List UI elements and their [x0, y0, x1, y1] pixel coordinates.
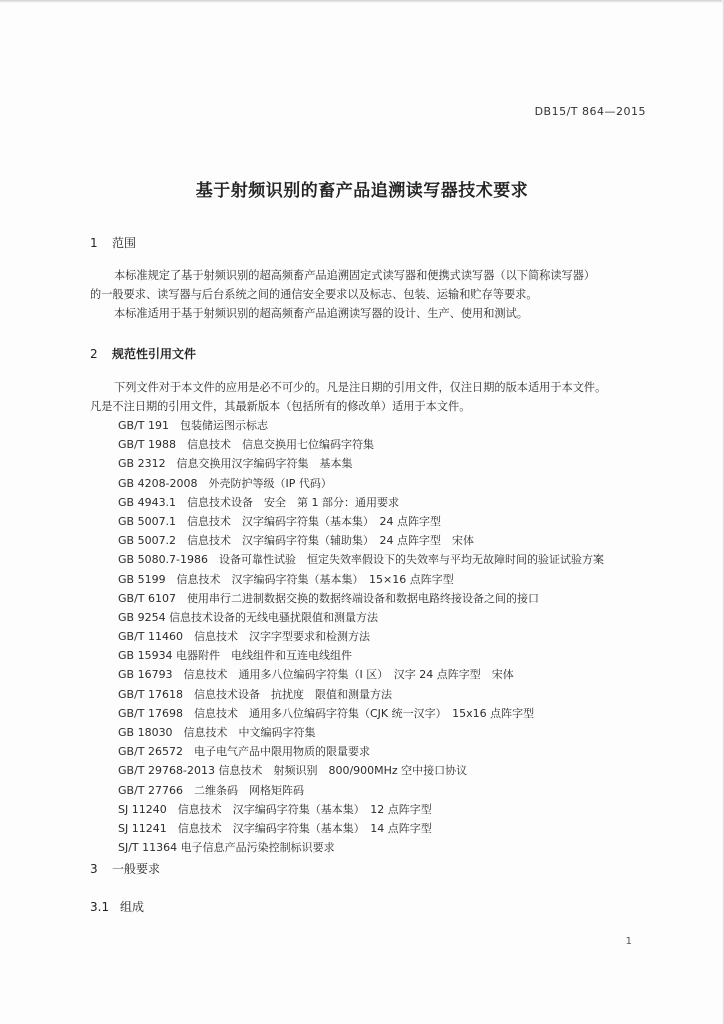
section-label: 规范性引用文件: [112, 347, 197, 361]
section-number: 3.1: [90, 900, 110, 914]
reference-item: GB 5007.1 信息技术 汉字编码字符集（基本集） 24 点阵字型: [118, 514, 442, 528]
reference-item: GB/T 6107 使用串行二进制数据交换的数据终端设备和数据电路终接设备之间的接口: [118, 591, 539, 605]
reference-item: SJ 11241 信息技术 汉字编码字符集（基本集） 14 点阵字型: [118, 821, 432, 835]
reference-item: GB/T 191 包装储运图示标志: [118, 419, 268, 432]
page-number: 1: [625, 936, 632, 947]
normative-intro-line-2: 凡是不注日期的引用文件，其最新版本（包括所有的修改单）适用于本文件。: [90, 400, 471, 413]
section-number: 3: [90, 862, 98, 876]
scan-edge-top: [0, 0, 724, 3]
normative-reference-list: [118, 416, 678, 857]
scope-paragraph-1-line-2: 的一般要求、读写器与后台系统之间的通信安全要求以及标志、包装、运输和贮存等要求。: [90, 288, 538, 301]
document-title: 基于射频识别的畜产品追溯读写器技术要求: [195, 181, 529, 201]
reference-item: GB/T 17698 信息技术 通用多八位编码字符集（CJK 统一汉字） 15x16 点阵字型: [118, 706, 535, 720]
reference-item: GB 15934 电器附件 电线组件和互连电线组件: [118, 649, 353, 663]
section-1-heading: [90, 234, 136, 251]
reference-item: GB/T 11460 信息技术 汉字字型要求和检测方法: [118, 630, 370, 644]
reference-item: GB/T 27766 二维条码 网格矩阵码: [118, 783, 304, 797]
section-number: 1: [90, 236, 98, 250]
scope-paragraph-1-line-1: 本标准规定了基于射频识别的超高频畜产品追溯固定式读写器和便携式读写器（以下简称读写器）: [114, 269, 596, 282]
reference-item: GB/T 17618 信息技术设备 抗扰度 限值和测量方法: [118, 687, 392, 701]
reference-item: GB 4943.1 信息技术设备 安全 第 1 部分：通用要求: [118, 495, 400, 509]
normative-intro-line-1: 下列文件对于本文件的应用是必不可少的。凡是注日期的引用文件，仅注日期的版本适用于本文件。: [114, 381, 607, 394]
standard-code: DB15/T 864—2015: [534, 105, 646, 118]
section-label: 组成: [120, 900, 145, 914]
reference-item: SJ 11240 信息技术 汉字编码字符集（基本集） 12 点阵字型: [118, 802, 432, 816]
section-label: 一般要求: [112, 862, 161, 876]
reference-item: GB 5080.7-1986 设备可靠性试验 恒定失效率假设下的失效率与平均无故障时间的验证试验方案: [118, 553, 605, 567]
reference-item: GB 5199 信息技术 汉字编码字符集（基本集） 15×16 点阵字型: [118, 572, 454, 586]
section-label: 范围: [112, 236, 137, 250]
section-number: 2: [90, 347, 98, 361]
reference-item: GB 16793 信息技术 通用多八位编码字符集（I 区） 汉字 24 点阵字型 宋体: [118, 668, 514, 682]
section-3-1-heading: [90, 898, 144, 915]
reference-item: GB 2312 信息交换用汉字编码字符集 基本集: [118, 457, 353, 471]
reference-item: GB 5007.2 信息技术 汉字编码字符集（辅助集） 24 点阵字型 宋体: [118, 534, 475, 548]
section-3-heading: [90, 860, 160, 877]
reference-item: GB/T 29768-2013 信息技术 射频识别 800/900MHz 空中接口协议: [118, 764, 468, 778]
section-2-heading: [90, 345, 196, 362]
reference-item: GB 9254 信息技术设备的无线电骚扰限值和测量方法: [118, 610, 379, 624]
reference-item: SJ/T 11364 电子信息产品污染控制标识要求: [118, 841, 335, 855]
reference-item: GB/T 1988 信息技术 信息交换用七位编码字符集: [118, 438, 374, 452]
reference-item: GB 18030 信息技术 中文编码字符集: [118, 726, 316, 739]
scope-paragraph-2: 本标准适用于基于射频识别的超高频畜产品追溯读写器的设计、生产、使用和测试。: [114, 307, 528, 320]
reference-item: GB 4208-2008 外壳防护等级（IP 代码）: [118, 476, 332, 490]
reference-item: GB/T 26572 电子电气产品中限用物质的限量要求: [118, 745, 370, 759]
